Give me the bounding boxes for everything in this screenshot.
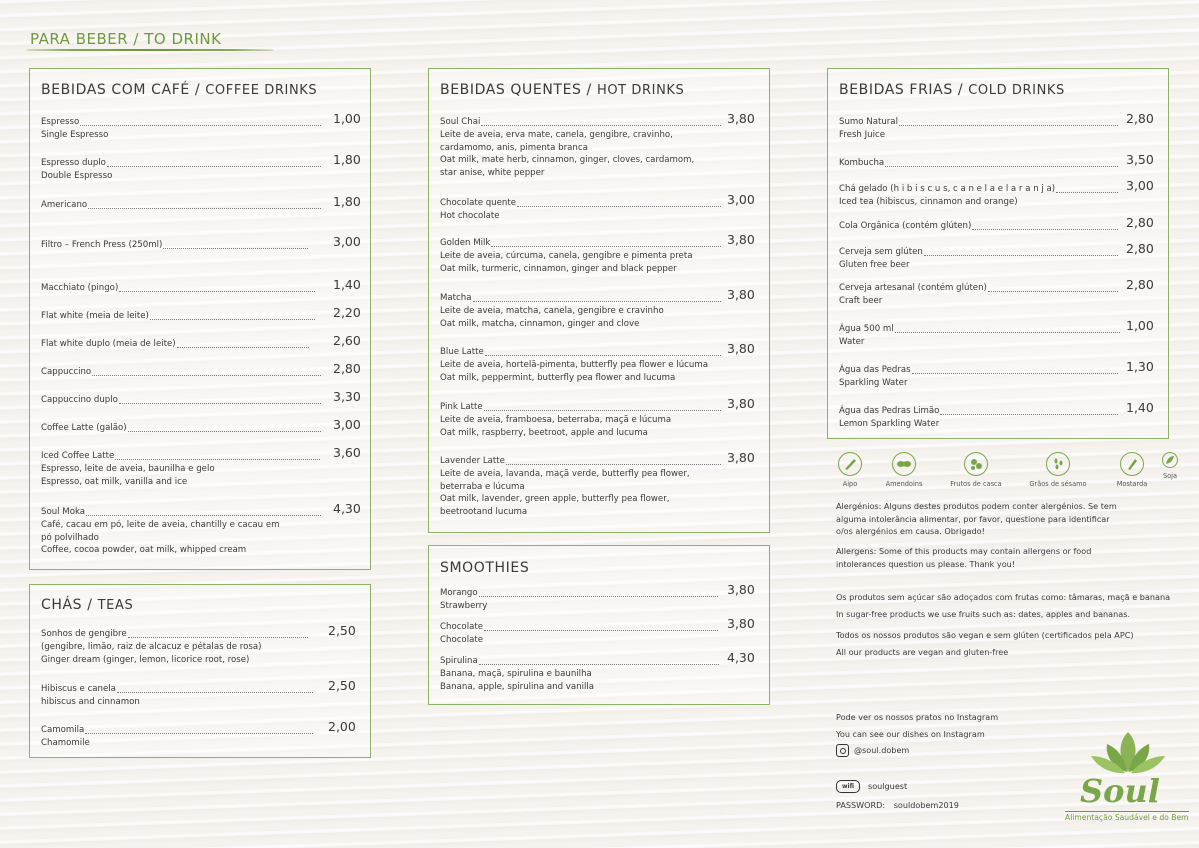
instagram-icon [836, 744, 849, 757]
menu-item-price: 1,00 [1126, 318, 1154, 333]
menu-item-name: Iced Coffee Latte [41, 451, 115, 461]
wifi-password-label: PASSWORD: [836, 800, 886, 810]
menu-item-price: 2,80 [1126, 111, 1154, 126]
menu-item-name: Cola Orgânica (contém glúten) [839, 221, 972, 231]
menu-item-description: Leite de aveia, hortelã-pimenta, butterfly pea flower e lúcuma [440, 359, 708, 370]
menu-item-name: Flat white duplo (meia de leite) [41, 339, 176, 349]
menu-item-price: 3,00 [333, 234, 361, 249]
smoothies-box [428, 545, 770, 705]
menu-item [440, 401, 723, 439]
menu-item-name-line [440, 587, 720, 600]
dot-leader [117, 691, 313, 693]
teas-box [29, 584, 371, 758]
menu-item-name-line [41, 628, 310, 641]
soul-logo [1058, 728, 1199, 828]
menu-item [41, 683, 315, 709]
logo-name: Soul [1080, 772, 1160, 810]
allergen-label: Mostarda [1116, 480, 1148, 488]
dot-leader [912, 372, 1118, 374]
menu-item [41, 394, 323, 407]
menu-item [41, 157, 323, 183]
vegan-note-pt: Todos os nossos produtos são vegan e sem glúten (certificados pela APC) [836, 630, 1134, 640]
menu-item-description: Ginger dream (ginger, lemon, licorice root, rose) [41, 654, 250, 665]
menu-item-name-line [41, 422, 323, 435]
instagram-note-pt: Pode ver os nossos pratos no Instagram [836, 712, 999, 722]
menu-item-name: Espresso [41, 117, 80, 127]
dot-leader [128, 636, 308, 638]
menu-item-name: Chocolate [440, 622, 483, 632]
header-underline [26, 49, 274, 51]
menu-item-description: star anise, white pepper [440, 168, 545, 179]
menu-item-name-line [41, 199, 323, 212]
text-line: intolerances question us please. Thank you! [836, 558, 1016, 569]
menu-item [440, 587, 720, 613]
menu-item-name: Spirulina [440, 656, 478, 666]
menu-item-description: beetrootand lucuma [440, 507, 528, 518]
menu-item-name-line [41, 239, 310, 252]
menu-item-description: Leite de aveia, erva mate, canela, gengibre, cravinho, [440, 129, 673, 140]
allergen-nuts [946, 452, 1006, 488]
menu-item [440, 455, 723, 519]
menu-item-price: 3,30 [333, 389, 361, 404]
menu-item [839, 364, 1120, 390]
menu-item [440, 621, 720, 647]
dot-leader [177, 346, 309, 348]
menu-item-description: Oat milk, lavender, green apple, butterfly pea flower, [440, 494, 670, 505]
dot-leader [119, 290, 315, 292]
coffee-drinks-title [41, 82, 317, 98]
menu-item-name-line [440, 292, 723, 305]
menu-item-description: pó polvilhado [41, 532, 99, 543]
menu-item [41, 199, 323, 212]
menu-item [41, 450, 322, 488]
menu-item-name: Água das Pedras [839, 365, 911, 375]
teas-title [41, 597, 133, 613]
menu-item-price: 3,80 [727, 616, 755, 631]
wifi-password: souldobem2019 [893, 800, 959, 810]
menu-item-name-line [440, 237, 723, 250]
menu-item-description: Banana, maçã, spirulina e baunilha [440, 668, 592, 679]
menu-item-name: Cappuccino duplo [41, 395, 118, 405]
menu-item-name-line [440, 401, 723, 414]
menu-item-name-line [41, 366, 323, 379]
menu-item-name: Água das Pedras Limão [839, 406, 940, 416]
coffee-drinks-title-en: COFFEE DRINKS [205, 83, 318, 98]
menu-item [440, 655, 721, 693]
menu-item-description: Craft beer [839, 295, 883, 306]
menu-item-price: 3,80 [727, 341, 755, 356]
menu-item-name-line [41, 450, 322, 463]
sesame-icon [1046, 452, 1070, 476]
cold-drinks-title [839, 82, 1065, 98]
menu-item-price: 3,80 [727, 232, 755, 247]
allergen-label: Frutos de casca [950, 480, 1002, 488]
menu-item-description: Water [839, 336, 865, 347]
sugar-note-en: In sugar-free products we use fruits such as: dates, apples and bananas. [836, 609, 1131, 619]
soy-icon [1162, 452, 1178, 468]
menu-item [440, 346, 723, 384]
menu-item-description: Banana, apple, spirulina and vanilla [440, 681, 595, 692]
dot-leader [107, 165, 321, 167]
menu-item-price: 3,80 [727, 287, 755, 302]
menu-item-name-line [440, 621, 720, 634]
menu-item-description: Oat milk, peppermint, butterfly pea flower and lucuma [440, 372, 676, 383]
hot-drinks-title-pt: BEBIDAS QUENTES / [440, 82, 592, 98]
menu-item-name-line [839, 220, 1120, 233]
menu-item [839, 246, 1120, 272]
menu-item-name-line [440, 197, 723, 210]
dot-leader [506, 463, 721, 465]
cold-drinks-title-pt: BEBIDAS FRIAS / [839, 82, 964, 98]
allergen-sesame [1028, 452, 1088, 488]
teas-title-en: TEAS [97, 598, 134, 613]
menu-item-name: Hibiscus e canela [41, 684, 116, 694]
menu-item-description: Coffee, cocoa powder, oat milk, whipped cream [41, 545, 247, 556]
allergen-icons [836, 452, 1186, 492]
menu-item-name-line [41, 116, 323, 129]
dot-leader [988, 290, 1118, 292]
dot-leader [517, 205, 721, 207]
menu-item-price: 2,20 [333, 305, 361, 320]
menu-item-name: Flat white (meia de leite) [41, 311, 149, 321]
menu-item [839, 405, 1120, 431]
menu-item-price: 1,30 [1126, 359, 1154, 374]
menu-item-name-line [839, 116, 1120, 129]
wifi-name: soulguest [868, 781, 908, 792]
menu-item-description: Leite de aveia, cúrcuma, canela, gengibre e pimenta preta [440, 250, 693, 261]
menu-item-description: Oat milk, raspberry, beetroot, apple and lucuma [440, 427, 648, 438]
text-line: Allergens: Some of this products may contain allergens or food [836, 546, 1092, 556]
dot-leader [481, 124, 721, 126]
menu-item-name-line [440, 116, 723, 129]
menu-item-description: Gluten free beer [839, 259, 910, 270]
allergen-label: Soja [1162, 472, 1178, 480]
text-line: alguma intolerância alimentar, por favor, questione para identificar [836, 513, 1110, 524]
menu-item-name: Espresso duplo [41, 158, 106, 168]
menu-item-price: 2,80 [1126, 277, 1154, 292]
dot-leader [85, 732, 313, 734]
menu-item-name: Coffee Latte (galão) [41, 423, 127, 433]
hot-drinks-box [428, 68, 770, 533]
menu-item-name: Sumo Natural [839, 117, 898, 127]
menu-item-name: Cerveja artesanal (contém glúten) [839, 283, 987, 293]
menu-item-name: Blue Latte [440, 347, 484, 357]
text-line: o/os alergénios em causa. Obrigado! [836, 526, 985, 537]
menu-item-name-line [440, 346, 723, 359]
text-line: Alergénios: Alguns destes produtos podem conter alergénios. Se tem [836, 501, 1117, 511]
menu-item-price: 1,00 [333, 111, 361, 126]
menu-item-description: Strawberry [440, 600, 488, 611]
allergen-celery [820, 452, 880, 488]
menu-item-name-line [41, 310, 317, 323]
dot-leader [119, 402, 321, 404]
menu-item-price: 1,80 [333, 152, 361, 167]
menu-item-price: 2,50 [328, 678, 356, 693]
menu-item-name: Golden Milk [440, 238, 491, 248]
sugar-note-pt: Os produtos sem açúcar são adoçados com frutas como: tâmaras, maçã e banana [836, 592, 1171, 602]
menu-item-name: Filtro – French Press (250ml) [41, 240, 163, 250]
menu-item-description: Fresh Juice [839, 129, 885, 140]
menu-item-description: Double Espresso [41, 170, 113, 181]
smoothies-title-pt: SMOOTHIES [440, 560, 530, 576]
cold-drinks-title-en: COLD DRINKS [968, 83, 1065, 98]
dot-leader [86, 514, 321, 516]
menu-item-name-line [839, 323, 1122, 336]
peanuts-icon [892, 452, 916, 476]
page-header: PARA BEBER / TO DRINK [30, 30, 222, 48]
menu-item-name-line [440, 655, 721, 668]
menu-item-price: 2,80 [1126, 241, 1154, 256]
menu-item-price: 3,50 [1126, 152, 1154, 167]
menu-item [41, 366, 323, 379]
allergen-label: Grãos de sésamo [1029, 480, 1087, 488]
instagram-note-en: You can see our dishes on Instagram [836, 729, 985, 739]
menu-item-description: Oat milk, matcha, cinnamon, ginger and clove [440, 318, 640, 329]
vegan-note-en: All our products are vegan and gluten-free [836, 647, 1009, 657]
dot-leader [484, 409, 721, 411]
menu-item-description: Café, cacau em pó, leite de aveia, chantilly e cacau em [41, 519, 280, 530]
menu-item-name: Macchiato (pingo) [41, 283, 119, 293]
smoothies-title [440, 560, 529, 576]
menu-item-name-line [41, 157, 323, 170]
allergen-note-pt [836, 500, 1117, 538]
menu-item-description: Espresso, leite de aveia, baunilha e gelo [41, 463, 215, 474]
menu-item-description: Single Espresso [41, 129, 109, 140]
menu-item [41, 724, 315, 750]
menu-item-description: cardamomo, anis, pimenta branca [440, 142, 588, 153]
menu-item-name-line [839, 183, 1120, 196]
instagram-handle[interactable]: @soul.dobem [854, 745, 910, 756]
dot-leader [491, 245, 721, 247]
menu-item-price: 2,80 [1126, 215, 1154, 230]
menu-item-description: Sparkling Water [839, 377, 908, 388]
menu-item-price: 2,60 [333, 333, 361, 348]
logo-tagline: Alimentação Saudável e do Bem [1065, 813, 1189, 822]
dot-leader [885, 165, 1118, 167]
menu-item-description: hibiscus and cinnamon [41, 696, 140, 707]
menu-item-description: Espresso, oat milk, vanilla and ice [41, 476, 188, 487]
menu-item-description: beterraba e lúcuma [440, 481, 525, 492]
menu-item [839, 220, 1120, 233]
menu-item-price: 2,50 [328, 623, 356, 638]
menu-item [41, 338, 311, 351]
dot-leader [163, 247, 308, 249]
menu-item-price: 3,80 [727, 396, 755, 411]
allergen-note-en [836, 545, 1091, 570]
wifi-password-row [836, 799, 959, 812]
dot-leader [485, 354, 721, 356]
menu-item-name-line [839, 405, 1120, 418]
coffee-drinks-title-pt: BEBIDAS COM CAFÉ / [41, 82, 201, 98]
menu-item [839, 157, 1120, 170]
allergen-soy [1140, 452, 1199, 480]
allergen-peanuts [874, 452, 934, 488]
wifi-icon: wifi [836, 780, 860, 793]
celery-icon [838, 452, 862, 476]
menu-item-description: (gengibre, limão, raiz de alcacuz e pétalas de rosa) [41, 641, 262, 652]
menu-item [839, 183, 1120, 209]
menu-item-name-line [41, 683, 315, 696]
menu-item-price: 1,40 [333, 277, 361, 292]
menu-item-name: Americano [41, 200, 88, 210]
menu-item [41, 506, 323, 557]
menu-item-name-line [839, 246, 1120, 259]
menu-item-price: 3,80 [727, 450, 755, 465]
menu-item-price: 3,00 [727, 192, 755, 207]
dot-leader [484, 629, 718, 631]
menu-item-name-line [41, 338, 311, 351]
coffee-drinks-box [29, 68, 371, 570]
dot-leader [150, 318, 315, 320]
menu-item [41, 310, 317, 323]
menu-item-name-line [41, 724, 315, 737]
menu-item-description: Chamomile [41, 737, 90, 748]
menu-item-price: 3,00 [333, 417, 361, 432]
menu-item-name: Morango [440, 588, 478, 598]
menu-item [440, 116, 723, 180]
menu-item-price: 1,40 [1126, 400, 1154, 415]
dot-leader [1056, 191, 1118, 193]
menu-item [440, 197, 723, 223]
instagram-handle-row [836, 744, 909, 757]
menu-item-description: Iced tea (hibiscus, cinnamon and orange) [839, 196, 1018, 207]
dot-leader [940, 413, 1118, 415]
dot-leader [80, 124, 321, 126]
menu-item-name: Soul Chai [440, 117, 481, 127]
menu-item-name-line [440, 455, 723, 468]
hot-drinks-title-en: HOT DRINKS [596, 83, 685, 98]
menu-item-price: 2,00 [328, 719, 356, 734]
menu-item-description: Leite de aveia, matcha, canela, gengibre e cravinho [440, 305, 664, 316]
menu-item [41, 282, 317, 295]
dot-leader [899, 124, 1118, 126]
menu-item [839, 282, 1120, 308]
dot-leader [473, 300, 722, 302]
menu-item-name: Matcha [440, 293, 472, 303]
menu-item-name: Kombucha [839, 158, 885, 168]
menu-item-name-line [839, 157, 1120, 170]
menu-item [41, 239, 310, 252]
teas-title-pt: CHÁS / [41, 597, 93, 613]
menu-item-description: Lemon Sparkling Water [839, 418, 940, 429]
hot-drinks-title [440, 82, 684, 98]
dot-leader [895, 331, 1120, 333]
menu-item-name-line [41, 282, 317, 295]
menu-item-name: Chá gelado (h i b i s c u s, c a n e l a e l a r a n j a) [839, 184, 1056, 194]
dot-leader [92, 374, 321, 376]
menu-item-description: Chocolate [440, 634, 483, 645]
menu-item-name-line [839, 282, 1120, 295]
cold-drinks-box [827, 68, 1169, 439]
menu-item-price: 4,30 [333, 501, 361, 516]
dot-leader [88, 207, 321, 209]
menu-item-description: Leite de aveia, lavanda, maçã verde, butterfly pea flower, [440, 468, 690, 479]
menu-item-price: 3,60 [333, 445, 361, 460]
dot-leader [479, 595, 718, 597]
menu-item [41, 628, 310, 666]
menu-item-name: Pink Latte [440, 402, 483, 412]
menu-item-price: 2,80 [333, 361, 361, 376]
dot-leader [972, 228, 1118, 230]
menu-item-name-line [41, 506, 323, 519]
menu-item-price: 3,80 [727, 582, 755, 597]
lotus-icon [1083, 728, 1173, 776]
menu-item [839, 116, 1120, 142]
allergen-label: Amendoins [885, 480, 923, 488]
menu-item-price: 3,00 [1126, 178, 1154, 193]
menu-item-name-line [41, 394, 323, 407]
menu-item [440, 292, 723, 330]
menu-item-description: Leite de aveia, framboesa, beterraba, maçã e lúcuma [440, 414, 672, 425]
dot-leader [479, 663, 719, 665]
menu-item [41, 116, 323, 142]
menu-item-price: 3,80 [727, 111, 755, 126]
menu-item-name-line [839, 364, 1120, 377]
menu-item-name: Lavender Latte [440, 456, 505, 466]
menu-item-price: 4,30 [727, 650, 755, 665]
menu-item-description: Oat milk, mate herb, cinnamon, ginger, cloves, cardamom, [440, 155, 695, 166]
menu-item-description: Hot chocolate [440, 210, 500, 221]
menu-item-name: Chocolate quente [440, 198, 517, 208]
menu-item [440, 237, 723, 275]
wifi-row [836, 780, 907, 793]
menu-item [839, 323, 1122, 349]
menu-item-name: Camomila [41, 725, 85, 735]
allergen-label: Aipo [842, 480, 858, 488]
nuts-icon [964, 452, 988, 476]
menu-item-description: Oat milk, turmeric, cinnamon, ginger and black pepper [440, 263, 677, 274]
menu-item-name: Cerveja sem glúten [839, 247, 923, 257]
dot-leader [924, 254, 1118, 256]
menu-item-name: Cappuccino [41, 367, 92, 377]
menu-item-name: Água 500 ml [839, 324, 894, 334]
menu-item-name: Soul Moka [41, 507, 86, 517]
menu-item [41, 422, 323, 435]
dot-leader [128, 430, 321, 432]
menu-item-name: Sonhos de gengibre [41, 629, 127, 639]
dot-leader [115, 458, 320, 460]
menu-item-price: 1,80 [333, 194, 361, 209]
